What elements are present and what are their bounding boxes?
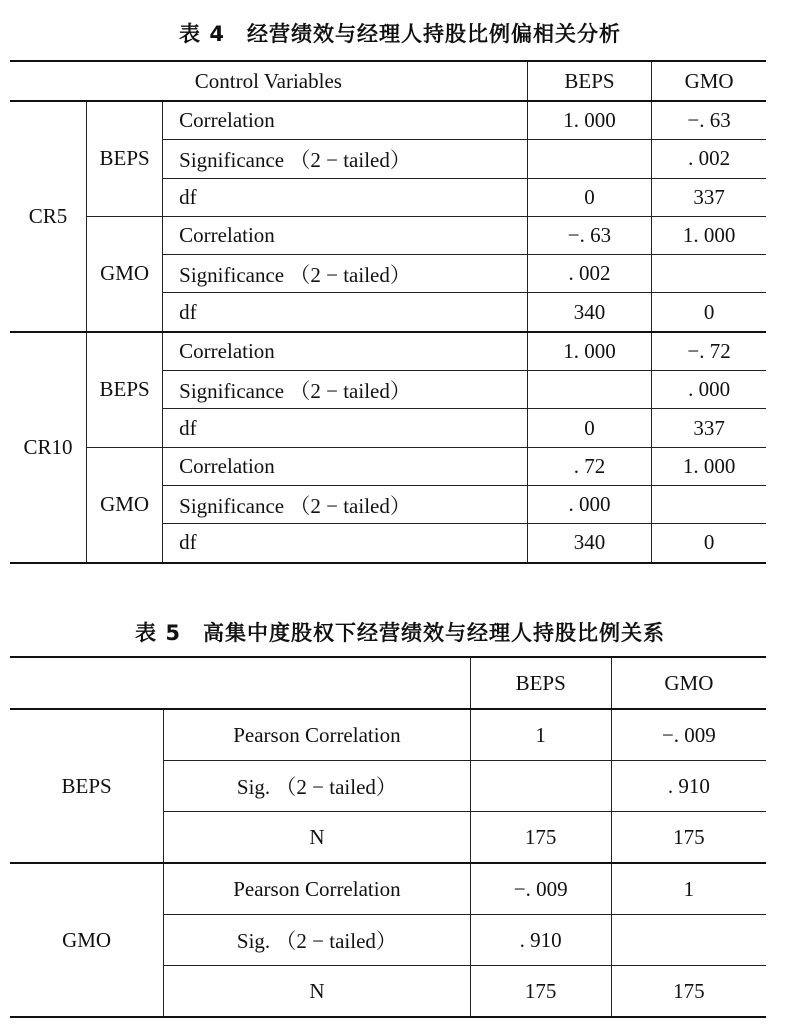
control-variable-cell: CR10: [10, 332, 87, 563]
variable-cell: BEPS: [87, 101, 163, 216]
statistic-cell: Sig. （2 − tailed）: [164, 761, 470, 812]
statistic-cell: df: [163, 524, 528, 563]
beps-value-cell: 340: [527, 293, 651, 332]
gmo-value-cell: 337: [652, 178, 766, 216]
beps-value-cell: 0: [527, 409, 651, 447]
table4-header-row: [10, 61, 766, 101]
statistic-cell: Pearson Correlation: [164, 709, 470, 761]
beps-value-cell: . 910: [470, 915, 611, 966]
table-row: [10, 101, 766, 140]
statistic-cell: Significance （2 − tailed）: [163, 371, 528, 409]
table4-caption: [0, 18, 800, 48]
beps-value-cell: −. 63: [527, 216, 651, 254]
beps-value-cell: −. 009: [470, 863, 611, 915]
gmo-value-cell: 337: [652, 409, 766, 447]
control-variable-cell: CR5: [10, 101, 87, 332]
gmo-value-cell: 175: [611, 966, 766, 1018]
statistic-cell: Significance （2 − tailed）: [163, 140, 528, 178]
beps-column-header: BEPS: [527, 61, 651, 101]
beps-value-cell: [527, 371, 651, 409]
statistic-cell: Significance （2 − tailed）: [163, 255, 528, 293]
variable-cell: GMO: [10, 863, 164, 1017]
statistic-cell: df: [163, 293, 528, 332]
beps-column-header: BEPS: [470, 657, 611, 709]
gmo-value-cell: [652, 485, 766, 523]
table5: [10, 656, 766, 1018]
gmo-column-header: GMO: [652, 61, 766, 101]
gmo-value-cell: 1: [611, 863, 766, 915]
variable-cell: GMO: [87, 216, 163, 331]
gmo-value-cell: . 910: [611, 761, 766, 812]
gmo-value-cell: 0: [652, 524, 766, 563]
table5-caption: [0, 617, 800, 647]
gmo-value-cell: 175: [611, 812, 766, 864]
variable-cell: GMO: [87, 447, 163, 562]
table4-number: 表 4: [179, 22, 225, 46]
beps-value-cell: 1: [470, 709, 611, 761]
table-row: [10, 863, 766, 915]
table4-title: 经营绩效与经理人持股比例偏相关分析: [246, 22, 621, 46]
beps-value-cell: [527, 140, 651, 178]
beps-value-cell: 340: [527, 524, 651, 563]
table5-number: 表 5: [135, 621, 181, 645]
beps-value-cell: 0: [527, 178, 651, 216]
gmo-value-cell: 1. 000: [652, 216, 766, 254]
beps-value-cell: . 000: [527, 485, 651, 523]
table5-title: 高集中度股权下经营绩效与经理人持股比例关系: [202, 621, 665, 645]
statistic-cell: Correlation: [163, 447, 528, 485]
table-row: [10, 332, 766, 371]
statistic-cell: Correlation: [163, 332, 528, 371]
beps-value-cell: . 72: [527, 447, 651, 485]
statistic-cell: Significance （2 − tailed）: [163, 485, 528, 523]
table5-header-row: [10, 657, 766, 709]
table4: [10, 60, 766, 564]
statistic-cell: df: [163, 409, 528, 447]
variable-cell: BEPS: [87, 332, 163, 447]
gmo-value-cell: . 000: [652, 371, 766, 409]
statistic-cell: N: [164, 812, 470, 864]
table-row: [10, 709, 766, 761]
beps-value-cell: [470, 761, 611, 812]
gmo-value-cell: . 002: [652, 140, 766, 178]
statistic-cell: Pearson Correlation: [164, 863, 470, 915]
gmo-value-cell: −. 72: [652, 332, 766, 371]
statistic-cell: Sig. （2 − tailed）: [164, 915, 470, 966]
beps-value-cell: 175: [470, 966, 611, 1018]
statistic-cell: df: [163, 178, 528, 216]
control-variables-header: Control Variables: [10, 61, 527, 101]
statistic-cell: Correlation: [163, 216, 528, 254]
beps-value-cell: . 002: [527, 255, 651, 293]
gmo-column-header: GMO: [611, 657, 766, 709]
variable-cell: BEPS: [10, 709, 164, 863]
statistic-cell: Correlation: [163, 101, 528, 140]
beps-value-cell: 1. 000: [527, 332, 651, 371]
gmo-value-cell: [652, 255, 766, 293]
table-row: [10, 447, 766, 485]
beps-value-cell: 1. 000: [527, 101, 651, 140]
statistic-cell: N: [164, 966, 470, 1018]
blank-header-cell: [10, 657, 470, 709]
gmo-value-cell: 0: [652, 293, 766, 332]
gmo-value-cell: −. 63: [652, 101, 766, 140]
gmo-value-cell: 1. 000: [652, 447, 766, 485]
beps-value-cell: 175: [470, 812, 611, 864]
table-row: [10, 216, 766, 254]
gmo-value-cell: [611, 915, 766, 966]
gmo-value-cell: −. 009: [611, 709, 766, 761]
